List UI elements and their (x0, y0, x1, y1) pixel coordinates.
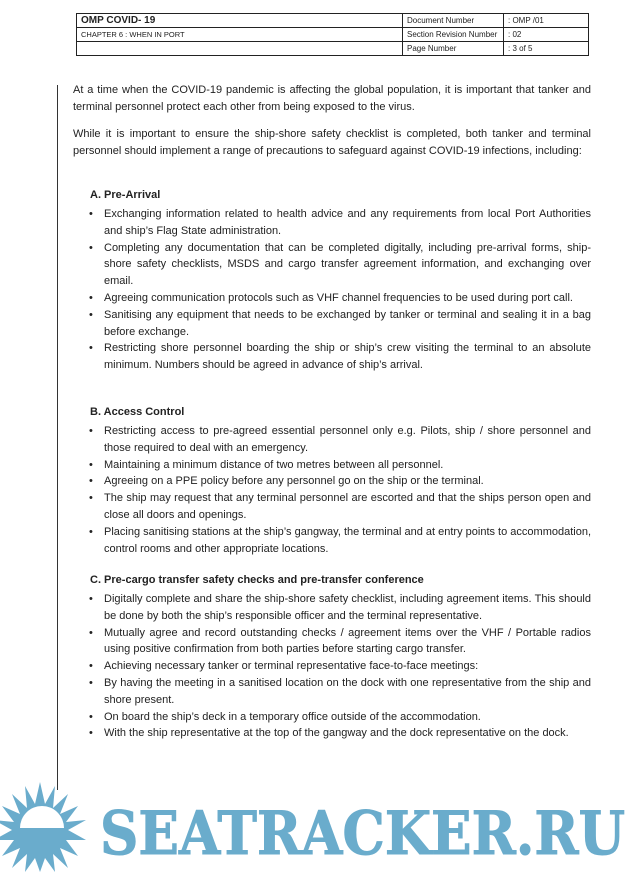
list-item: • With the ship representative at the top of the gangway and the dock representative on the dock. (73, 725, 591, 742)
bullet-list (73, 423, 591, 557)
field-label: Document Number (403, 14, 504, 28)
list-item: • Sanitising any equipment that needs to be exchanged by tanker or terminal and sealing it in a bag before exchange. (73, 307, 591, 341)
empty-cell (77, 42, 403, 56)
intro-paragraph: While it is important to ensure the ship-shore safety checklist is completed, both tanker and terminal personnel should implement a range of precautions to safeguard against COVID-19 infections, including: (73, 128, 591, 157)
document-header (76, 13, 589, 56)
watermark-text: SEATRACKER.RU (100, 799, 625, 869)
field-label: Section Revision Number (403, 28, 504, 42)
list-item: • Exchanging information related to health advice and any requirements from local Port Authorities and ship’s Flag State administration. (73, 206, 591, 240)
list-item: • Agreeing on a PPE policy before any personnel go on the ship or the terminal. (73, 473, 591, 490)
field-value: : 3 of 5 (504, 42, 589, 56)
list-item: • By having the meeting in a sanitised location on the dock with one representative from the ship and shore present. (73, 675, 591, 709)
intro-paragraph: At a time when the COVID-19 pandemic is affecting the global population, it is important that tanker and terminal personnel protect each other from being exposed to the virus. (73, 84, 591, 113)
list-item: • Restricting shore personnel boarding the ship or ship’s crew visiting the terminal to an absolute minimum. Numbers should be agreed in advance of ship’s arrival. (73, 340, 591, 374)
field-value: : OMP /01 (504, 14, 589, 28)
section-heading: A. Pre-Arrival (90, 189, 161, 201)
list-item: • Agreeing communication protocols such as VHF channel frequencies to be used during port call. (73, 290, 591, 307)
field-label: Page Number (403, 42, 504, 56)
margin-rule (57, 85, 58, 790)
field-value: : 02 (504, 28, 589, 42)
sun-icon (0, 782, 86, 872)
bullet-list (73, 206, 591, 374)
bullet-list (73, 591, 591, 742)
doc-title: OMP COVID- 19 (77, 14, 403, 28)
list-item: • On board the ship’s deck in a temporary office outside of the accommodation. (73, 709, 591, 726)
list-item: • Placing sanitising stations at the ship’s gangway, the terminal and at entry points to accommodation, control rooms and other appropriate locations. (73, 524, 591, 558)
section-heading: C. Pre-cargo transfer safety checks and pre-transfer conference (90, 574, 424, 586)
list-item: • The ship may request that any terminal personnel are escorted and that the ships person open and close all doors and openings. (73, 490, 591, 524)
list-item: • Digitally complete and share the ship-shore safety checklist, including agreement items. This should be done by both the ship’s responsible officer and the terminal representative. (73, 591, 591, 625)
chapter-title: CHAPTER 6 : WHEN IN PORT (77, 28, 403, 42)
list-item: • Restricting access to pre-agreed essential personnel only e.g. Pilots, ship / shore personnel and those required to deal with an emergency. (73, 423, 591, 457)
list-item: • Achieving necessary tanker or terminal representative face-to-face meetings: (73, 658, 591, 675)
list-item: • Mutually agree and record outstanding checks / agreement items over the VHF / Portable radios using positive confirmation from both parties before starting cargo transfer. (73, 625, 591, 659)
watermark-logo (0, 782, 634, 872)
list-item: • Maintaining a minimum distance of two metres between all personnel. (73, 457, 591, 474)
list-item: • Completing any documentation that can be completed digitally, including pre-arrival forms, ship-shore safety checklists, MSDS and cargo transfer agreement information, and exchanging over email. (73, 240, 591, 290)
section-heading: B. Access Control (90, 406, 185, 418)
